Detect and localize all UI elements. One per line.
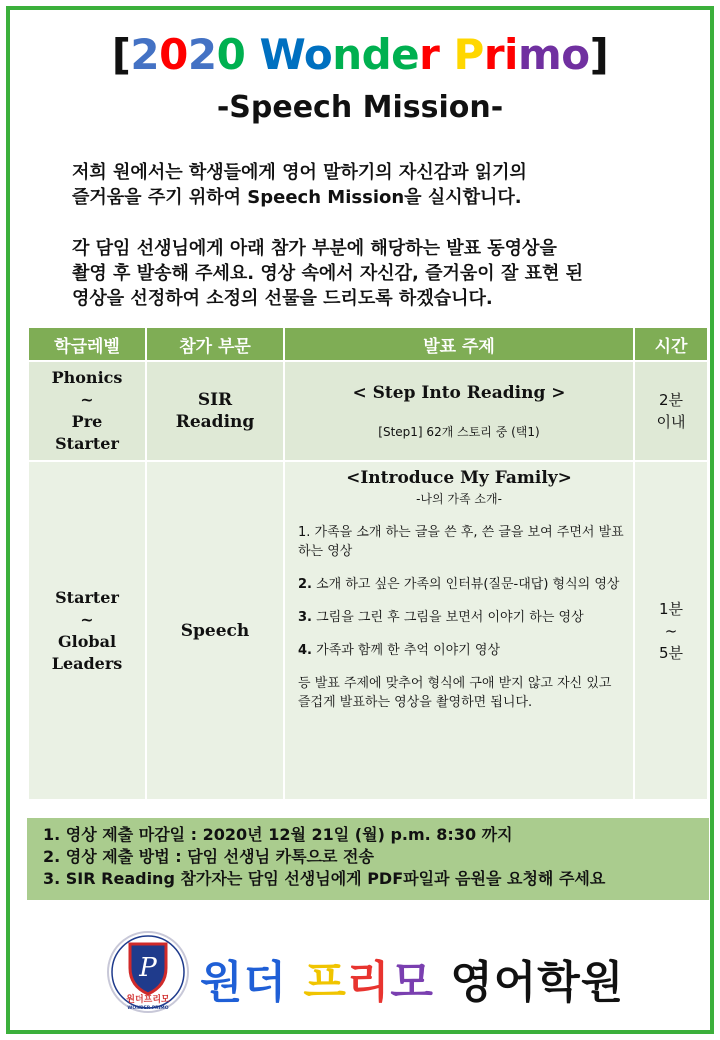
logo-text: 원더프리모 — [126, 995, 170, 1005]
topic-subtitle: [Step1] 62개 스토리 중 (택1) — [378, 424, 540, 439]
category-cell — [146, 361, 284, 461]
intro-paragraph-1 — [60, 160, 700, 210]
topic-title: < Step Into Reading > — [352, 382, 566, 403]
list-item — [298, 608, 624, 627]
item-number: 1. — [298, 525, 311, 540]
header-topic: 발표 주제 — [284, 327, 634, 361]
title-part: P — [453, 30, 484, 79]
page-frame — [6, 6, 714, 1034]
item-number: 3. — [298, 610, 312, 625]
intro-line: 저희 원에서는 학생들에게 영어 말하기의 자신감과 읽기의 — [72, 162, 527, 183]
category-line: Reading — [175, 412, 255, 432]
notice-line: 3. SIR Reading 참가자는 담임 선생님에게 PDF파일과 음원을 요청해 주세요 — [43, 869, 606, 888]
level-line: Starter — [55, 434, 119, 453]
title-part: r — [419, 30, 454, 79]
intro-line: 영상을 선정하여 소정의 선물을 드리도록 하겠습니다. — [72, 288, 493, 309]
level-line: ~ — [80, 609, 94, 629]
academy-part: 원더 — [200, 957, 304, 1008]
item-number: 4. — [298, 643, 312, 658]
title-part: d — [361, 30, 392, 79]
wonder-primo-logo-icon — [106, 930, 190, 1014]
title-part: m — [517, 30, 562, 79]
academy-part: 프 — [303, 957, 347, 1008]
topic-cell — [284, 461, 634, 800]
item-text: 가족을 소개 하는 글을 쓴 후, 쓴 글을 보여 주면서 발표하는 영상 — [298, 525, 624, 559]
academy-part: 모 — [390, 957, 451, 1008]
intro-line: 촬영 후 발송해 주세요. 영상 속에서 자신감, 즐거움이 잘 표현 된 — [72, 263, 584, 284]
title-part: e — [391, 30, 420, 79]
table-row — [28, 461, 708, 800]
header-category: 참가 부문 — [146, 327, 284, 361]
notice-line: 1. 영상 제출 마감일 : 2020년 12월 21일 (월) p.m. 8:30 까지 — [43, 825, 513, 844]
category-line: SIR — [197, 390, 233, 410]
item-text: 그림을 그린 후 그림을 보면서 이야기 하는 영상 — [311, 610, 584, 625]
title-part: 0 — [216, 30, 260, 79]
list-item — [298, 575, 624, 594]
title-part: 0 — [159, 30, 188, 79]
topic-subtitle: -나의 가족 소개- — [416, 492, 502, 506]
level-line: ~ — [80, 390, 94, 409]
title-part: o — [561, 30, 590, 79]
level-line: Leaders — [51, 653, 123, 673]
table-row — [28, 361, 708, 461]
title-part: 2 — [187, 30, 217, 79]
academy-part: 영어학원 — [450, 957, 625, 1008]
intro-line: 즐거움을 주기 위하여 Speech Mission을 실시합니다. — [72, 187, 522, 208]
intro-paragraph-2 — [60, 236, 700, 311]
level-line: Pre — [71, 412, 103, 431]
title-part: n — [332, 30, 362, 79]
list-item — [298, 641, 624, 660]
closing-text: 등 발표 주제에 맞추어 형식에 구애 받지 않고 자신 있고 즐겁게 발표하는 영상을 촬영하면 됩니다. — [298, 676, 612, 710]
time-line: 2분 — [658, 391, 684, 409]
intro-line: 각 담임 선생님에게 아래 참가 부분에 해당하는 발표 동영상을 — [72, 238, 557, 259]
header-level: 학급레벨 — [28, 327, 146, 361]
category-cell: Speech — [146, 461, 284, 800]
notice-box — [27, 818, 709, 900]
title-part: o — [303, 30, 333, 79]
logo-subtext: WONDER PRIMO — [127, 1006, 169, 1011]
page-title — [10, 30, 710, 79]
topic-cell — [284, 361, 634, 461]
level-line: Starter — [55, 587, 119, 607]
title-part: [ — [111, 30, 131, 79]
level-cell — [28, 361, 146, 461]
time-line: 1분 — [658, 599, 684, 618]
item-text: 소개 하고 싶은 가족의 인터뷰(질문-대답) 형식의 영상 — [311, 577, 620, 592]
list-item — [298, 523, 624, 561]
mission-table — [27, 326, 709, 801]
time-cell — [634, 461, 708, 800]
item-number: 2. — [298, 577, 312, 592]
notice-line: 2. 영상 제출 방법 : 담임 선생님 카톡으로 전송 — [43, 847, 374, 866]
header-time: 시간 — [634, 327, 708, 361]
time-cell — [634, 361, 708, 461]
title-part: ] — [589, 30, 609, 79]
title-part: W — [259, 30, 304, 79]
item-text: 가족과 함께 한 추억 이야기 영상 — [311, 643, 501, 658]
time-line: 5분 — [658, 643, 684, 662]
time-line: 이내 — [656, 413, 686, 431]
time-line: ~ — [664, 621, 678, 640]
level-line: Phonics — [51, 368, 123, 387]
title-part: 2 — [130, 30, 160, 79]
svg-text:P: P — [139, 953, 157, 983]
page-subtitle: -Speech Mission- — [216, 90, 504, 125]
topic-title: <Introduce My Family> — [346, 468, 572, 488]
format-list — [286, 523, 632, 712]
level-line: Global — [57, 631, 117, 651]
title-part: r — [483, 30, 505, 79]
academy-name — [200, 946, 624, 1010]
title-part: i — [504, 30, 518, 79]
academy-part: 리 — [346, 957, 391, 1008]
level-cell — [28, 461, 146, 800]
table-header-row — [28, 327, 708, 361]
